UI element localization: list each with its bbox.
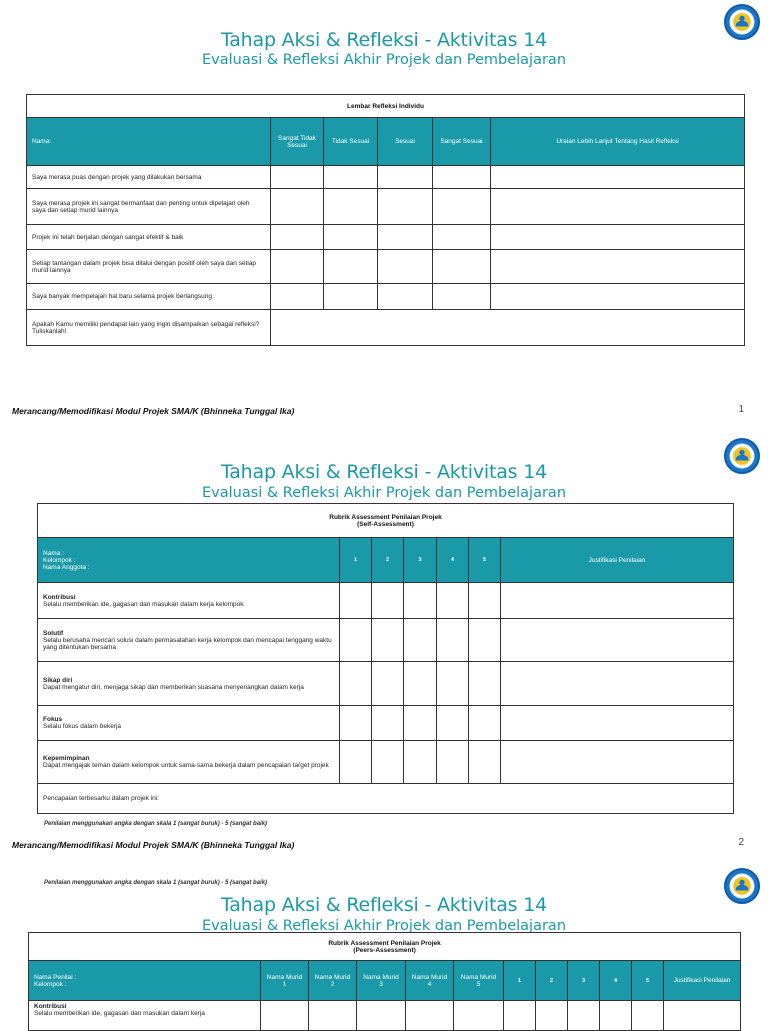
answer-cell[interactable] — [378, 189, 433, 225]
scale-note: Penilaian menggunakan angka dengan skala 1 (sangat buruk) - 5 (sangat baik) — [44, 880, 268, 886]
col-sangat-tidak-sesuai: Sangat Tidak Sesuai — [271, 118, 324, 166]
footer-text: Merancang/Memodifikasi Modul Projek SMA/K (Bhinneka Tunggal Ika) — [12, 406, 295, 416]
answer-cell[interactable] — [324, 284, 378, 310]
footer-text: Merancang/Memodifikasi Modul Projek SMA/K (Bhinneka Tunggal Ika) — [12, 840, 295, 850]
answer-cell[interactable] — [271, 250, 324, 284]
table-row — [38, 784, 734, 814]
answer-cell[interactable] — [433, 250, 491, 284]
table-row — [27, 284, 745, 310]
table-caption-sub: (Self-Assessment) — [357, 520, 414, 528]
score-cell[interactable] — [437, 583, 469, 619]
statement: Saya banyak mempelajari hal baru selama projek berlangsung — [27, 284, 271, 310]
score-cell[interactable] — [372, 741, 404, 784]
table-row — [27, 166, 745, 189]
answer-cell[interactable] — [378, 225, 433, 250]
score-cell[interactable] — [340, 706, 372, 741]
score-cell[interactable] — [404, 741, 437, 784]
answer-cell[interactable] — [324, 166, 378, 189]
score-cell[interactable] — [372, 583, 404, 619]
score-cell[interactable] — [372, 706, 404, 741]
notes-cell[interactable] — [491, 250, 745, 284]
score-1-header: 1 — [340, 538, 372, 583]
answer-cell[interactable] — [378, 166, 433, 189]
answer-cell[interactable] — [378, 284, 433, 310]
score-cell[interactable] — [469, 706, 501, 741]
score-cell[interactable] — [340, 741, 372, 784]
score-1-header: 1 — [504, 961, 536, 1001]
score-cell[interactable] — [454, 1001, 504, 1031]
justification-cell[interactable] — [501, 662, 734, 706]
answer-cell[interactable] — [324, 189, 378, 225]
murid-5-header: Nama Murid 5 — [454, 961, 504, 1001]
score-cell[interactable] — [469, 741, 501, 784]
notes-cell[interactable] — [491, 284, 745, 310]
murid-1-header: Nama Murid 1 — [261, 961, 309, 1001]
page-subtitle: Evaluasi & Refleksi Akhir Projek dan Pembelajaran — [201, 918, 567, 934]
penilai-field: Nama Penilai : — [34, 973, 77, 981]
anggota-field: Nama Anggota : — [43, 563, 90, 571]
criterion-desc: Selalu memberikan ide, gagasan dan masukan dalam kerja kelompok — [43, 600, 244, 608]
criterion-title: Kontribusi — [43, 593, 76, 601]
notes-cell[interactable] — [491, 166, 745, 189]
col-sangat-sesuai: Sangat Sesuai — [433, 118, 491, 166]
table-row — [27, 310, 745, 346]
score-cell[interactable] — [437, 706, 469, 741]
table-caption: Rubrik Assessment Penilaian Projek — [328, 939, 441, 947]
justification-cell[interactable] — [501, 741, 734, 784]
self-assessment-table — [37, 503, 734, 814]
table-row — [27, 189, 745, 225]
score-5-header: 5 — [632, 961, 664, 1001]
answer-cell[interactable] — [271, 189, 324, 225]
kelompok-field: Kelompok : — [34, 980, 67, 988]
page-subtitle: Evaluasi & Refleksi Akhir Projek dan Pembelajaran — [201, 485, 567, 501]
page-title: Tahap Aksi & Refleksi - Aktivitas 14 — [220, 29, 548, 51]
answer-cell[interactable] — [378, 250, 433, 284]
justification-header: Justifikasi Penilaian — [501, 538, 734, 583]
score-cell[interactable] — [404, 662, 437, 706]
score-cell[interactable] — [469, 583, 501, 619]
achievement-cell[interactable]: Pencapaian terbesarku dalam projek ini: — [38, 784, 734, 814]
criterion-title: Fokus — [43, 716, 63, 723]
score-cell[interactable] — [340, 583, 372, 619]
score-cell[interactable] — [340, 662, 372, 706]
criterion-title: Kontribusi — [34, 1003, 67, 1010]
page-number: 1 — [738, 404, 744, 415]
table-row — [27, 225, 745, 250]
score-cell[interactable] — [469, 619, 501, 662]
page-title: Tahap Aksi & Refleksi - Aktivitas 14 — [220, 894, 548, 916]
reflection-table — [26, 94, 745, 346]
table-row — [38, 583, 734, 619]
answer-cell[interactable] — [271, 225, 324, 250]
score-cell[interactable] — [469, 662, 501, 706]
score-4-header: 4 — [437, 538, 469, 583]
murid-4-header: Nama Murid 4 — [406, 961, 454, 1001]
page-number: 2 — [738, 837, 744, 848]
score-4-header: 4 — [600, 961, 632, 1001]
kelompok-field: Kelompok : — [43, 556, 76, 564]
score-cell[interactable] — [437, 662, 469, 706]
statement: Setiap tantangan dalam projek bisa dilalui dengan positif oleh saya dan setiap murid lainnya — [27, 250, 271, 284]
criterion-title: Sikap diri — [43, 676, 73, 684]
score-cell[interactable] — [404, 583, 437, 619]
table-row — [29, 1001, 741, 1031]
nama-field: Nama : — [43, 549, 64, 557]
peer-assessment-table — [28, 932, 741, 1031]
table-row — [38, 706, 734, 741]
page-title: Tahap Aksi & Refleksi - Aktivitas 14 — [220, 461, 548, 483]
criterion-desc: Dapat mengajak teman dalam kelompok untuk sama-sama bekerja dalam pencapaian target projek — [43, 762, 329, 769]
criterion-title: Kepemimpinan — [43, 755, 90, 762]
score-cell[interactable] — [404, 619, 437, 662]
justification-cell[interactable] — [501, 706, 734, 741]
score-cell[interactable] — [437, 741, 469, 784]
answer-cell[interactable] — [271, 284, 324, 310]
col-tidak-sesuai: Tidak Sesuai — [324, 118, 378, 166]
criterion-desc: Selalu memberikan ide, gagasan dan masukan dalam kerja — [34, 1010, 205, 1017]
answer-cell[interactable] — [433, 225, 491, 250]
score-2-header: 2 — [372, 538, 404, 583]
answer-cell[interactable] — [324, 225, 378, 250]
col-sesuai: Sesuai — [378, 118, 433, 166]
score-cell[interactable] — [437, 619, 469, 662]
score-cell[interactable] — [536, 1001, 568, 1031]
name-field: Nama: — [27, 118, 271, 166]
score-cell[interactable] — [504, 1001, 536, 1031]
justification-cell[interactable] — [501, 583, 734, 619]
score-cell[interactable] — [406, 1001, 454, 1031]
criterion-title: Solutif — [43, 629, 64, 637]
table-caption: Lembar Refleksi Individu — [27, 95, 745, 118]
answer-cell[interactable] — [433, 166, 491, 189]
score-5-header: 5 — [469, 538, 501, 583]
score-cell[interactable] — [600, 1001, 632, 1031]
score-2-header: 2 — [536, 961, 568, 1001]
statement: Saya merasa puas dengan projek yang dilakukan bersama — [27, 166, 271, 189]
statement: Saya merasa projek ini sangat bermanfaat dan penting untuk dipelajari oleh saya dan setiap murid lainnya — [27, 189, 271, 225]
page-subtitle: Evaluasi & Refleksi Akhir Projek dan Pembelajaran — [201, 52, 567, 68]
col-uraian: Uraian Lebih Lanjut Tentang Hasil Refleksi — [491, 118, 745, 166]
justification-cell[interactable] — [501, 619, 734, 662]
table-row — [38, 741, 734, 784]
score-cell[interactable] — [372, 619, 404, 662]
score-cell[interactable] — [261, 1001, 309, 1031]
justification-header: Justifikasi Penilaian — [664, 961, 741, 1001]
answer-cell[interactable] — [271, 166, 324, 189]
murid-2-header: Nama Murid 2 — [309, 961, 357, 1001]
score-3-header: 3 — [568, 961, 600, 1001]
table-caption: Rubrik Assessment Penilaian Projek — [329, 513, 442, 521]
table-row — [27, 250, 745, 284]
murid-3-header: Nama Murid 3 — [357, 961, 406, 1001]
answer-cell[interactable] — [433, 189, 491, 225]
table-caption-sub: (Peers-Assessment) — [353, 946, 416, 954]
criterion-desc: Selalu fokus dalam bekerja — [43, 723, 122, 730]
justification-cell[interactable] — [664, 1001, 741, 1031]
table-row — [38, 662, 734, 706]
notes-cell[interactable] — [491, 189, 745, 225]
scale-note: Penilaian menggunakan angka dengan skala 1 (sangat buruk) - 5 (sangat baik) — [44, 821, 268, 827]
score-cell[interactable] — [340, 619, 372, 662]
statement: Projek ini telah berjalan dengan sangat efektif & baik — [27, 225, 271, 250]
score-cell[interactable] — [309, 1001, 357, 1031]
score-cell[interactable] — [404, 706, 437, 741]
score-cell[interactable] — [568, 1001, 600, 1031]
criterion-desc: Dapat mengatur diri, menjaga sikap dan memberikan suasana menyenangkan dalam kerja — [43, 683, 304, 691]
opinion-cell[interactable] — [271, 310, 745, 346]
score-cell[interactable] — [372, 662, 404, 706]
score-cell[interactable] — [632, 1001, 664, 1031]
criterion-desc: Selalu berusaha mencari solusi dalam permasalahan kerja kelompok dan mencapai tenggang waktu yang ditentukan bersama — [43, 636, 332, 651]
answer-cell[interactable] — [324, 250, 378, 284]
answer-cell[interactable] — [433, 284, 491, 310]
notes-cell[interactable] — [491, 225, 745, 250]
statement: Apakah Kamu memiliki pendapat lain yang ingin disampaikan sebagai refleksi? Tuliskanlah! — [27, 310, 271, 346]
table-row — [38, 619, 734, 662]
score-cell[interactable] — [357, 1001, 406, 1031]
score-3-header: 3 — [404, 538, 437, 583]
